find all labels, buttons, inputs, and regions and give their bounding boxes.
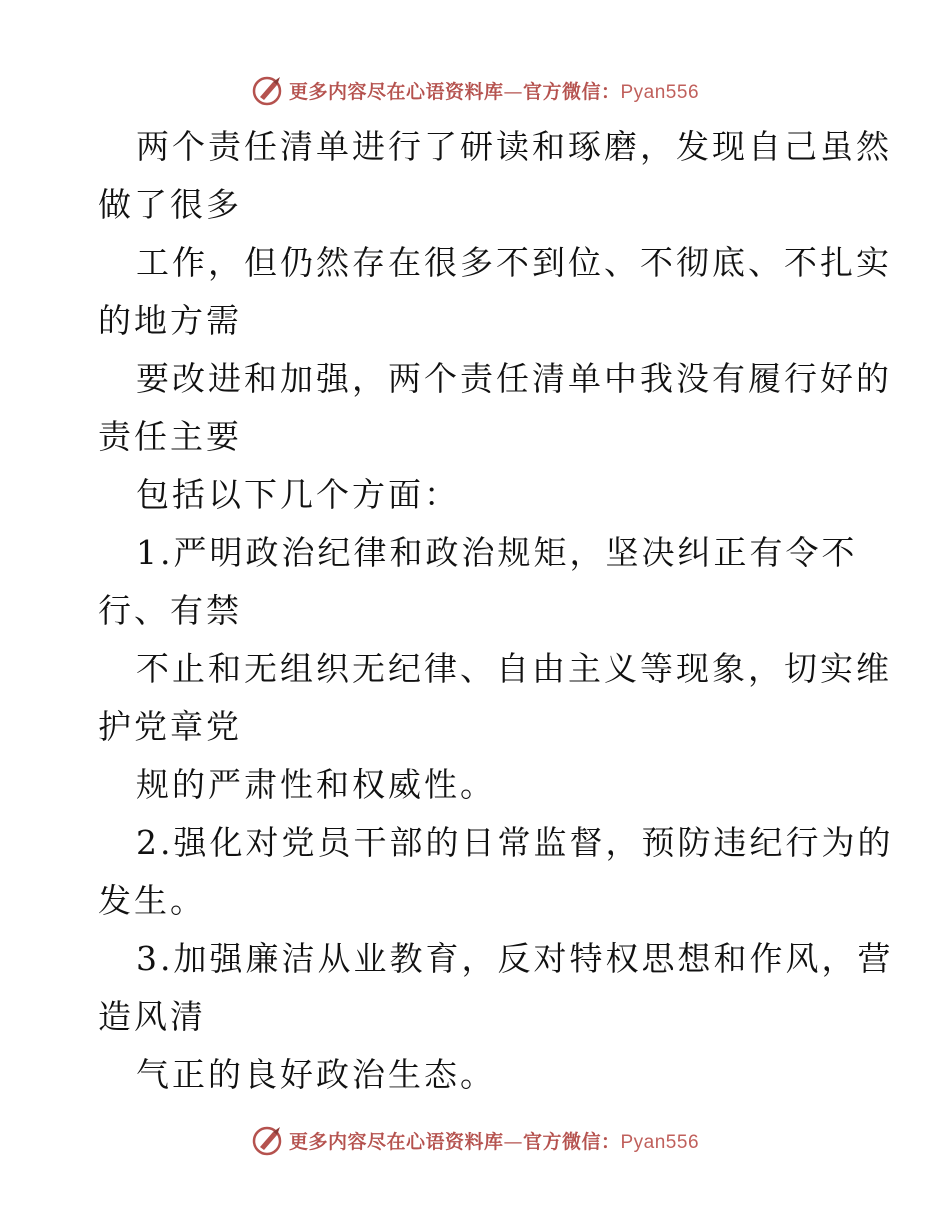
body-line: 气正的良好政治生态。: [136, 1055, 496, 1094]
body-line: 责任主要: [98, 417, 242, 456]
body-line: 工作，但仍然存在很多不到位、不彻底、不扎实: [136, 243, 892, 282]
body-line: 3.加强廉洁从业教育，反对特权思想和作风，营: [136, 939, 894, 978]
header-banner: [0, 70, 950, 110]
footer-banner-text: [289, 1127, 699, 1154]
header-banner-official: 官方微信：: [522, 80, 621, 103]
body-line: 不止和无组织无纪律、自由主义等现象，切实维: [136, 649, 892, 688]
body-line: 包括以下几个方面：: [136, 475, 460, 514]
body-line: 护党章党: [98, 707, 242, 746]
body-line: 规的严肃性和权威性。: [136, 765, 496, 804]
footer-banner-official: 官方微信：: [522, 1130, 621, 1153]
body-line: 1.严明政治纪律和政治规矩，坚决纠正有令不: [136, 533, 858, 572]
body-line: 造风清: [98, 997, 206, 1036]
header-banner-text: [289, 77, 699, 104]
pen-logo-icon: [251, 1123, 285, 1157]
footer-banner-cn: 更多内容尽在心语资料库: [288, 1130, 504, 1153]
body-line: 行、有禁: [98, 591, 242, 630]
document-body: [98, 118, 894, 1104]
body-line: 两个责任清单进行了研读和琢磨，发现自己虽然: [136, 127, 892, 166]
body-line: 发生。: [98, 881, 206, 920]
footer-banner-wechat-id: Pyan556: [620, 1131, 700, 1153]
footer-banner: [0, 1120, 950, 1160]
body-line: 做了很多: [98, 185, 242, 224]
pen-logo-icon: [251, 73, 285, 107]
footer-banner-dash: —: [503, 1130, 523, 1153]
body-line: 2.强化对党员干部的日常监督，预防违纪行为的: [136, 823, 894, 862]
body-line: 要改进和加强，两个责任清单中我没有履行好的: [136, 359, 892, 398]
body-line: 的地方需: [98, 301, 242, 340]
header-banner-dash: —: [503, 80, 523, 103]
header-banner-wechat-id: Pyan556: [620, 81, 700, 103]
header-banner-cn: 更多内容尽在心语资料库: [288, 80, 504, 103]
